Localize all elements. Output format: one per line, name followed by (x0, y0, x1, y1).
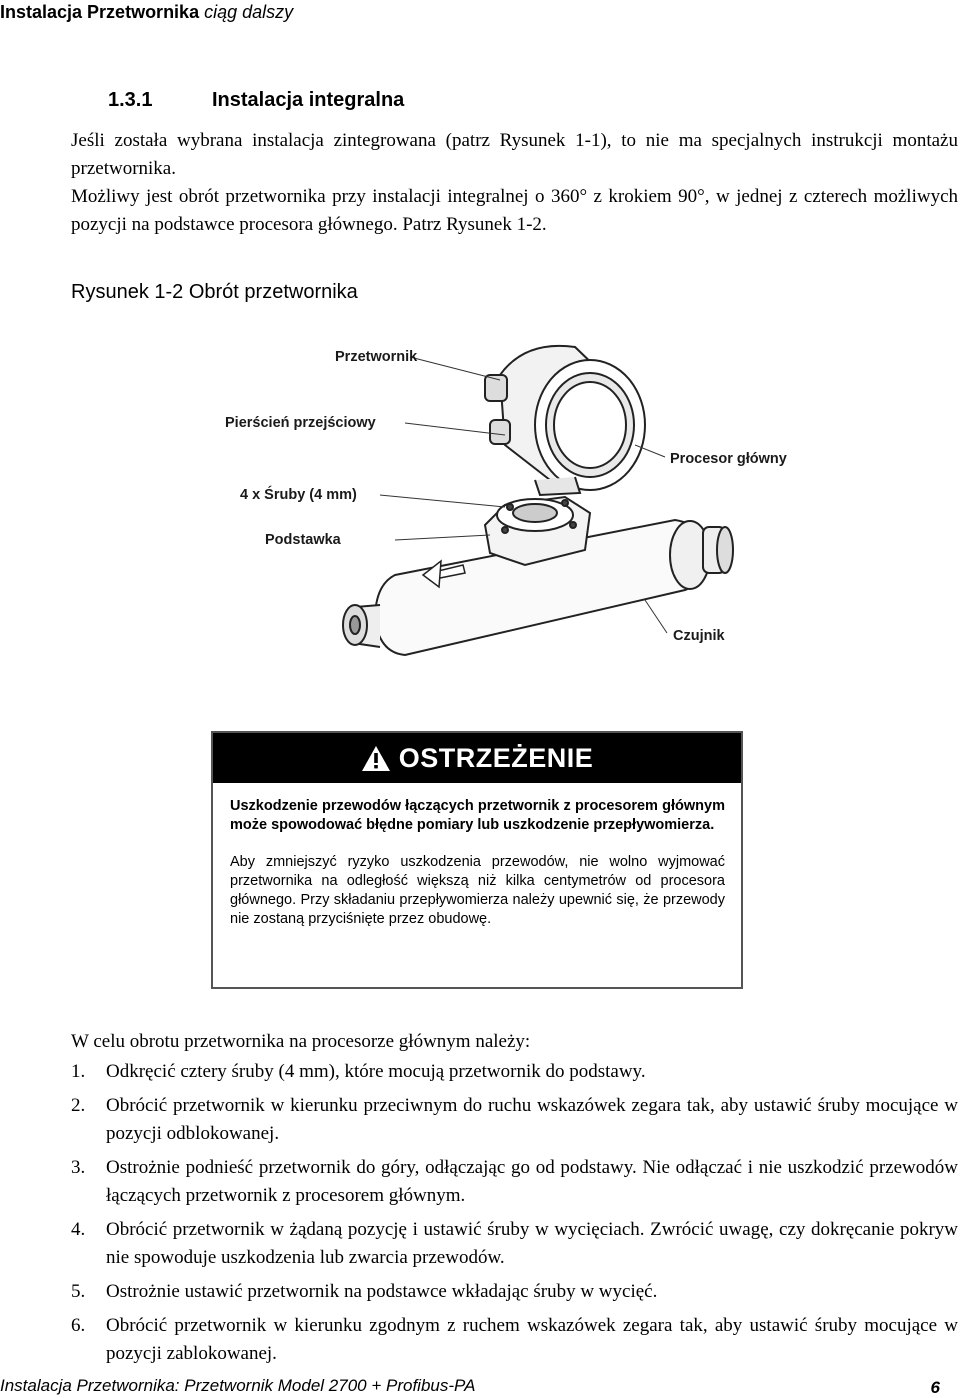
warning-bold-text: Uszkodzenie przewodów łączących przetwornik z procesorem głównym może spowodować błędne pomiary lub uszkodzenie przepływomierza. (230, 798, 725, 833)
step-number: 4. (71, 1219, 86, 1240)
label-core-processor: Procesor główny (670, 451, 787, 467)
list-item (71, 1154, 958, 1210)
label-base: Podstawka (265, 532, 341, 548)
label-transmitter: Przetwornik (335, 349, 418, 365)
transmitter-housing (485, 346, 645, 495)
step-text: Obrócić przetwornik w żądaną pozycję i ustawić śruby w wycięciach. Zwrócić uwagę, czy dokręcanie pokryw nie spowoduje uszkodzenia lub zwarcia przewodów. (106, 1219, 958, 1268)
header-continued: ciąg dalszy (204, 2, 294, 22)
step-number: 1. (71, 1061, 86, 1082)
running-footer: Instalacja Przetwornika: Przetwornik Model 2700 + Profibus-PA (0, 1376, 476, 1395)
label-sensor: Czujnik (673, 628, 725, 644)
warning-triangle-icon (361, 745, 391, 772)
list-item (71, 1312, 958, 1368)
section-number: 1.3.1 (108, 89, 153, 111)
step-number: 3. (71, 1157, 86, 1178)
step-text: Ostrożnie ustawić przetwornik na podstawce wkładając śruby w wycięć. (106, 1281, 658, 1302)
label-adapter-ring: Pierścień przejściowy (225, 415, 376, 431)
list-item (71, 1216, 958, 1272)
step-number: 5. (71, 1281, 86, 1302)
paragraph-1: Jeśli została wybrana instalacja zintegrowana (patrz Rysunek 1-1), to nie ma specjalnych instrukcji montażu przetwornika. (71, 130, 958, 179)
step-number: 2. (71, 1095, 86, 1116)
warning-title: OSTRZEŻENIE (398, 742, 594, 773)
step-text: Ostrożnie podnieść przetwornik do góry, odłączając go od podstawy. Nie odłączać i nie uszkodzić przewodów łączących przetwornik z procesorem głównym. (106, 1157, 958, 1206)
figure-caption: Rysunek 1-2 Obrót przetwornika (71, 281, 358, 303)
list-item (71, 1278, 958, 1306)
list-intro: W celu obrotu przetwornika na procesorze głównym należy: (71, 1031, 531, 1052)
steps-list (71, 1058, 958, 1374)
warning-header (213, 733, 741, 783)
list-item (71, 1058, 958, 1086)
header-title: Instalacja Przetwornika (0, 2, 200, 22)
step-text: Obrócić przetwornik w kierunku przeciwnym do ruchu wskazówek zegara tak, aby ustawić śruby mocujące w pozycji odblokowanej. (106, 1095, 958, 1144)
list-item (71, 1092, 958, 1148)
paragraph-2: Możliwy jest obrót przetwornika przy instalacji integralnej o 360° z krokiem 90°, w jednej z czterech możliwych pozycji na podstawce procesora głównego. Patrz Rysunek 1-2. (71, 186, 958, 235)
step-number: 6. (71, 1315, 86, 1336)
page-number: 6 (930, 1378, 940, 1397)
warning-box (211, 731, 743, 989)
step-text: Odkręcić cztery śruby (4 mm), które mocują przetwornik do podstawy. (106, 1061, 646, 1082)
transmitter-rotation-figure (205, 335, 825, 675)
running-header (0, 2, 293, 23)
section-title: Instalacja integralna (212, 89, 405, 111)
warning-text: Aby zmniejszyć ryzyko uszkodzenia przewodów, nie wolno wyjmować przetwornika na odległość większą niż kilka centymetrów od procesora głównego. Przy składaniu przepływomierza należy upewnić się, że przewody nie zostaną przyciśnięte przez obudowę. (230, 854, 725, 927)
step-text: Obrócić przetwornik w kierunku zgodnym z ruchem wskazówek zegara tak, aby ustawić śruby mocujące w pozycji zablokowanej. (106, 1315, 958, 1364)
label-screws: 4 x Śruby (4 mm) (240, 487, 357, 503)
section-heading (108, 89, 404, 112)
